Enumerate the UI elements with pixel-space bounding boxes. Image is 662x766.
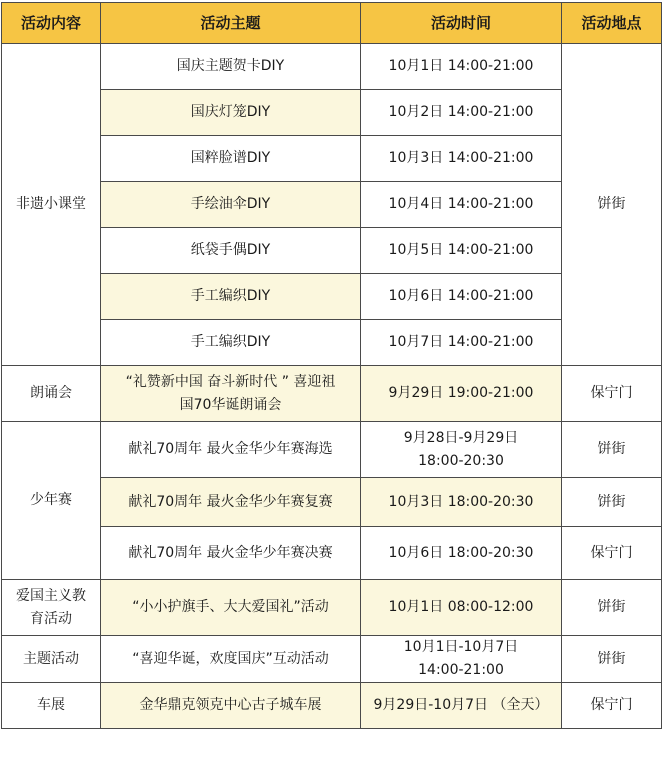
theme-cell: 手工编织DIY [101, 274, 361, 320]
table-row [2, 636, 662, 683]
header-theme: 活动主题 [101, 3, 361, 44]
theme-cell: 国粹脸谱DIY [101, 136, 361, 182]
location-cell: 保宁门 [562, 527, 662, 580]
time-cell: 10月2日 14:00-21:00 [361, 90, 562, 136]
header-time: 活动时间 [361, 3, 562, 44]
time-cell: 10月1日 14:00-21:00 [361, 44, 562, 90]
time-cell: 10月5日 14:00-21:00 [361, 228, 562, 274]
theme-cell: 纸袋手偶DIY [101, 228, 361, 274]
time-cell [361, 422, 562, 478]
time-cell: 10月4日 14:00-21:00 [361, 182, 562, 228]
time-cell: 9月29日 19:00-21:00 [361, 366, 562, 422]
location-cell: 饼街 [562, 580, 662, 636]
location-cell: 饼街 [562, 636, 662, 683]
category-line: 爱国主义教 [16, 587, 86, 604]
theme-cell: 金华鼎克领克中心古子城车展 [101, 683, 361, 729]
theme-cell [101, 366, 361, 422]
category-cell: 少年赛 [2, 422, 101, 580]
table-row [2, 44, 662, 90]
table-row [2, 580, 662, 636]
category-cell: 车展 [2, 683, 101, 729]
theme-cell: “小小护旗手、大大爱国礼”活动 [101, 580, 361, 636]
location-cell: 保宁门 [562, 683, 662, 729]
category-cell: 主题活动 [2, 636, 101, 683]
time-cell: 9月29日-10月7日 （全天） [361, 683, 562, 729]
time-cell: 10月1日 08:00-12:00 [361, 580, 562, 636]
theme-cell: 手绘油伞DIY [101, 182, 361, 228]
table-row [2, 683, 662, 729]
theme-cell: 献礼70周年 最火金华少年赛海选 [101, 422, 361, 478]
time-cell: 10月6日 18:00-20:30 [361, 527, 562, 580]
time-line: 9月28日-9月29日 [403, 429, 519, 446]
time-line: 10月1日-10月7日 [403, 639, 519, 655]
time-line: 18:00-20:30 [418, 452, 504, 469]
time-cell [361, 636, 562, 683]
location-cell: 保宁门 [562, 366, 662, 422]
theme-cell: 手工编织DIY [101, 320, 361, 366]
location-cell: 饼街 [562, 44, 662, 366]
time-cell: 10月3日 18:00-20:30 [361, 478, 562, 527]
category-cell: 非遗小课堂 [2, 44, 101, 366]
category-line: 育活动 [30, 610, 72, 627]
table-row [2, 478, 662, 527]
theme-cell: 国庆主题贺卡DIY [101, 44, 361, 90]
table-row [2, 527, 662, 580]
table-row [2, 366, 662, 422]
category-cell [2, 580, 101, 636]
event-schedule-table [1, 2, 662, 729]
theme-line: “礼赞新中国 奋斗新时代 ” 喜迎祖 [125, 373, 336, 390]
location-cell: 饼街 [562, 422, 662, 478]
theme-cell: 献礼70周年 最火金华少年赛复赛 [101, 478, 361, 527]
header-category: 活动内容 [2, 3, 101, 44]
header-location: 活动地点 [562, 3, 662, 44]
location-cell: 饼街 [562, 478, 662, 527]
header-row [2, 3, 662, 44]
theme-cell: 国庆灯笼DIY [101, 90, 361, 136]
theme-cell: “喜迎华诞，欢度国庆”互动活动 [101, 636, 361, 683]
time-cell: 10月3日 14:00-21:00 [361, 136, 562, 182]
category-cell: 朗诵会 [2, 366, 101, 422]
time-cell: 10月7日 14:00-21:00 [361, 320, 562, 366]
time-cell: 10月6日 14:00-21:00 [361, 274, 562, 320]
table-row [2, 422, 662, 478]
theme-line: 国70华诞朗诵会 [179, 396, 282, 413]
time-line: 14:00-21:00 [418, 662, 504, 678]
theme-cell: 献礼70周年 最火金华少年赛决赛 [101, 527, 361, 580]
